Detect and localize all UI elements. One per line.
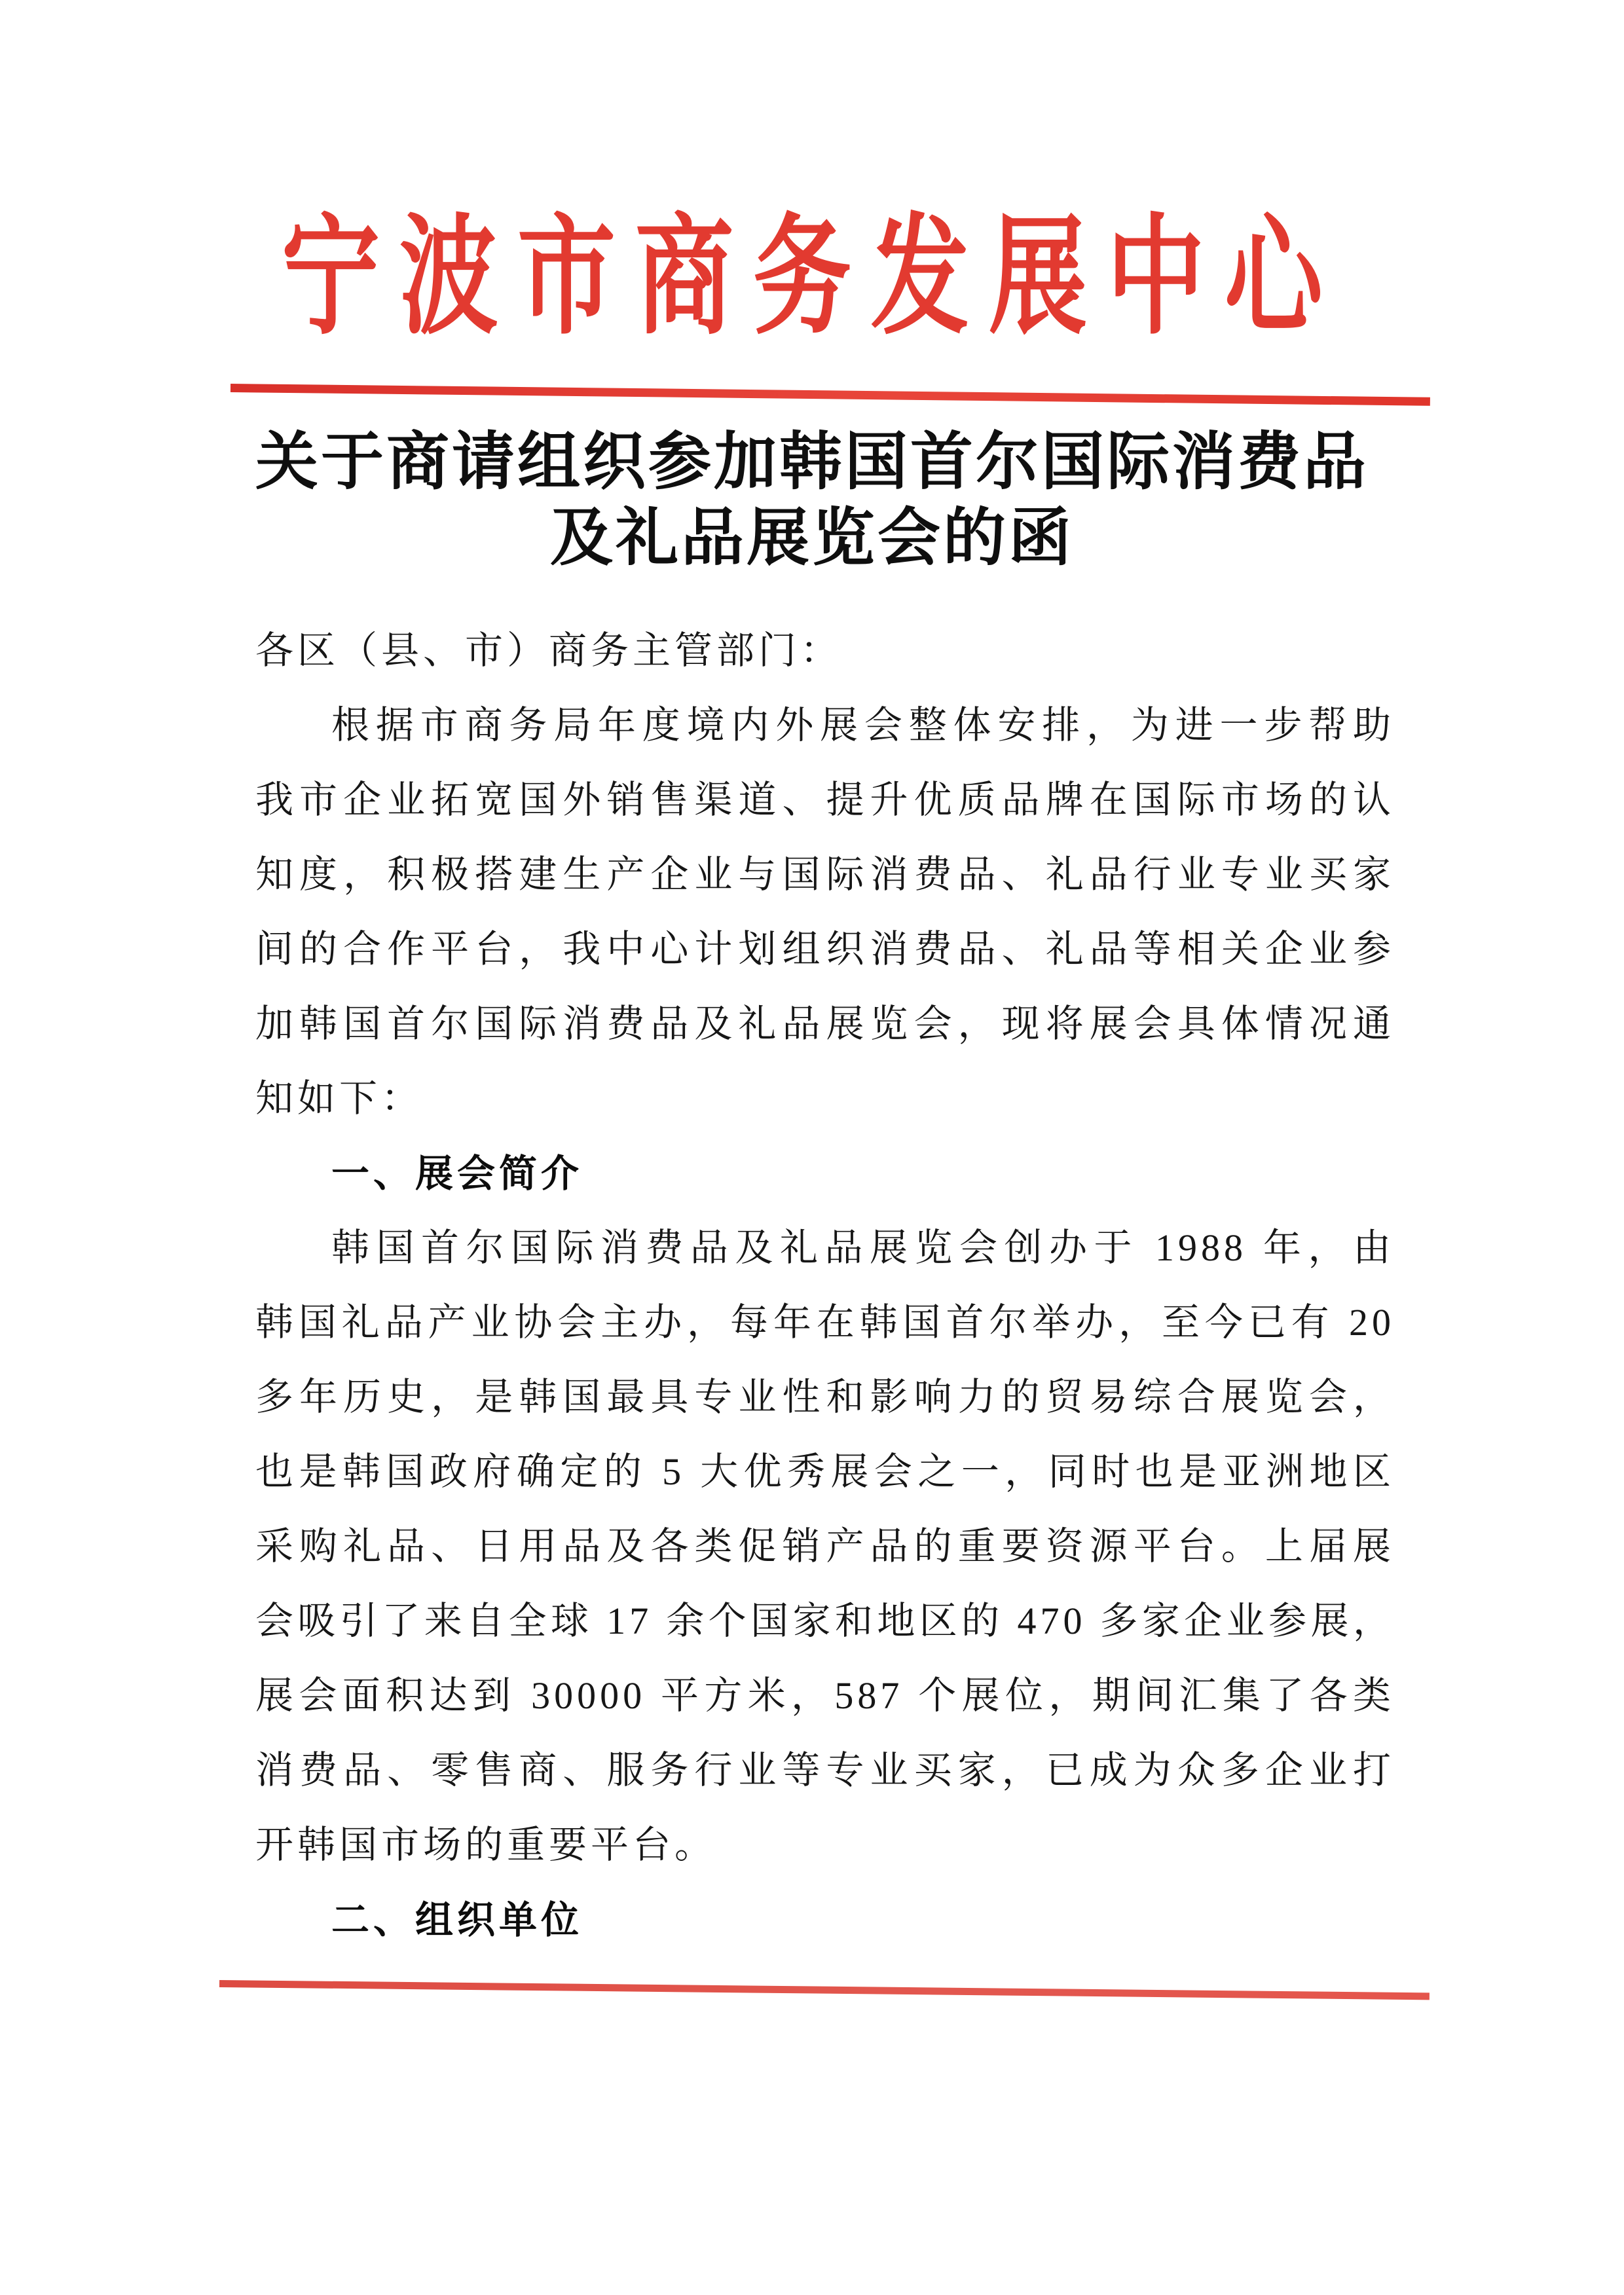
para1-line4: 间的合作平台，我中心计划组织消费品、礼品等相关企业参	[255, 928, 1395, 970]
section-heading-exhibition-intro: 一、展会简介	[331, 1151, 583, 1196]
para2-line3: 多年历史，是韩国最具专业性和影响力的贸易综合展览会，	[255, 1376, 1395, 1418]
document-title	[0, 424, 1624, 576]
para1-line5: 加韩国首尔国际消费品及礼品展览会，现将展会具体情况通	[255, 1002, 1395, 1045]
section-heading-organizer: 二、组织单位	[331, 1898, 583, 1942]
salutation: 各区（县、市）商务主管部门：	[255, 629, 843, 672]
para2-line5: 采购礼品、日用品及各类促销产品的重要资源平台。上届展	[255, 1525, 1395, 1568]
document-body	[255, 614, 1395, 1957]
para2-line6: 会吸引了来自全球 17 余个国家和地区的 470 多家企业参展，	[255, 1600, 1395, 1642]
document-title-line1: 关于商请组织参加韩国首尔国际消费品	[255, 427, 1369, 497]
letterhead-divider-line	[231, 384, 1430, 406]
para2-line2: 韩国礼品产业协会主办，每年在韩国首尔举办，至今已有 20	[255, 1301, 1395, 1344]
para1-line6: 知如下：	[255, 1077, 424, 1120]
para2-line8: 消费品、零售商、服务行业等专业买家，已成为众多企业打	[255, 1749, 1395, 1791]
document-title-line2: 及礼品展览会的函	[550, 503, 1074, 573]
para1-line3: 知度，积极搭建生产企业与国际消费品、礼品行业专业买家	[255, 853, 1395, 896]
para1-line2: 我市企业拓宽国外销售渠道、提升优质品牌在国际市场的认	[255, 779, 1395, 821]
letterhead-org-name: 宁波市商务发展中心	[281, 206, 1342, 350]
para1-line1: 根据市商务局年度境内外展会整体安排，为进一步帮助	[331, 704, 1395, 746]
para2-line7: 展会面积达到 30000 平方米，587 个展位，期间汇集了各类	[255, 1674, 1395, 1717]
para2-line1: 韩国首尔国际消费品及礼品展览会创办于 1988 年，由	[331, 1226, 1395, 1269]
footer-divider-line	[219, 1980, 1430, 2000]
para2-line9: 开韩国市场的重要平台。	[255, 1824, 717, 1866]
para2-line4: 也是韩国政府确定的 5 大优秀展会之一，同时也是亚洲地区	[255, 1450, 1395, 1493]
